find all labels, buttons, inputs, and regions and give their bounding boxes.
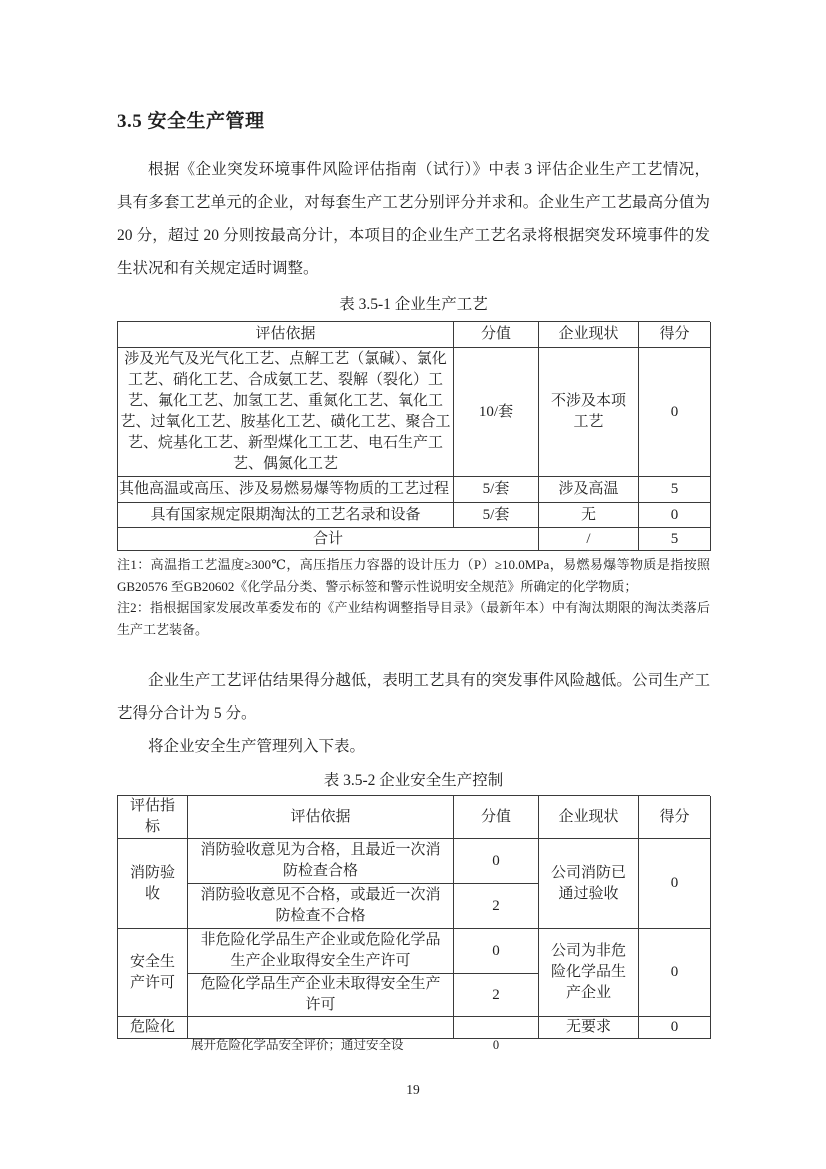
table-cell-status: 涉及高温: [539, 477, 639, 503]
clipped-basis-text: 展开危险化学品安全评价；通过安全设: [191, 1038, 404, 1052]
table-cell-score: 0: [639, 348, 711, 477]
t1-header-basis: 评估依据: [118, 322, 454, 348]
table2-caption: 表 3.5-2 企业安全生产控制: [323, 772, 504, 789]
paragraph-lead-in: 将企业安全生产管理列入下表。: [148, 738, 366, 755]
table-cell-value: 2: [454, 974, 539, 1017]
table-cell-status: 公司为非危险化学品生产企业: [539, 929, 639, 1017]
page-number: 19: [406, 1082, 420, 1097]
table-cell-basis: 具有国家规定限期淘汰的工艺名录和设备: [118, 503, 454, 528]
table-cell-value-clipped: [454, 1017, 539, 1052]
table-cell-status: 公司消防已通过验收: [539, 839, 639, 929]
table-cell-basis: 消防验收意见为合格，且最近一次消防检查合格: [188, 839, 454, 884]
t1-header-status: 企业现状: [539, 322, 639, 348]
table-cell-score: 0: [639, 1017, 711, 1039]
table-cell-status: 无: [539, 503, 639, 528]
table-cell-value: 5/套: [454, 477, 539, 503]
table-cell-value: 0: [454, 839, 539, 884]
table-cell-score: 5: [639, 477, 711, 503]
paragraph-intro: 根据《企业突发环境事件风险评估指南（试行）》中表 3 评估企业生产工艺情况，具有多套工艺单元的企业，对每套生产工艺分别评分并求和。企业生产工艺最高分值为 20 分，超过 20 分则按最高分计，本项目的企业生产工艺名录将根据突发环境事件的发生状况和有关规定适时调整。: [117, 161, 710, 277]
t2-header-score: 得分: [639, 796, 711, 839]
t1-header-score: 得分: [639, 322, 711, 348]
table-cell-value: 5/套: [454, 503, 539, 528]
t2-header-basis: 评估依据: [188, 796, 454, 839]
clipped-value-text: 0: [492, 1038, 500, 1052]
table-cell-status: 无要求: [539, 1017, 639, 1039]
table-cell-status: 不涉及本项工艺: [539, 348, 639, 477]
t1-header-value: 分值: [454, 322, 539, 348]
table1-notes: [117, 554, 710, 640]
table-cell-indicator: 消防验收: [118, 839, 188, 929]
table-cell-value: 0: [454, 929, 539, 974]
t2-header-value: 分值: [454, 796, 539, 839]
t2-header-status: 企业现状: [539, 796, 639, 839]
table1-note-2: 注2：指根据国家发展改革委发布的《产业结构调整指导目录》（最新年本）中有淘汰期限的淘汰类落后生产工艺装备。: [117, 600, 710, 637]
table-cell-indicator: 危险化: [118, 1017, 188, 1039]
table-cell-basis: 危险化学品生产企业未取得安全生产许可: [188, 974, 454, 1017]
table-cell-basis-clipped: [188, 1017, 454, 1052]
table-cell-score: 0: [639, 503, 711, 528]
table-cell-value: 10/套: [454, 348, 539, 477]
table-cell-basis: 涉及光气及光气化工艺、点解工艺（氯碱）、氯化工艺、硝化工艺、合成氨工艺、裂解（裂化）工艺、氟化工艺、加氢工艺、重氮化工艺、氧化工艺、过氧化工艺、胺基化工艺、磺化工艺、聚合工艺、烷基化工艺、新型煤化工工艺、电石生产工艺、偶氮化工艺: [118, 348, 454, 477]
table-cell-basis: 其他高温或高压、涉及易燃易爆等物质的工艺过程: [118, 477, 454, 503]
page-content: [117, 0, 710, 1052]
table-cell-value: 2: [454, 884, 539, 929]
table-cell-score: 0: [639, 929, 711, 1017]
table1-caption: 表 3.5-1 企业生产工艺: [339, 296, 488, 313]
table-safety-production-control: [117, 795, 710, 1052]
paragraph-result: 企业生产工艺评估结果得分越低，表明工艺具有的突发事件风险越低。公司生产工艺得分合计为 5 分。: [117, 672, 710, 722]
table-cell-basis: 消防验收意见不合格，或最近一次消防检查不合格: [188, 884, 454, 929]
table1-note-1: 注1：高温指工艺温度≥300℃，高压指压力容器的设计压力（P）≥10.0MPa，易燃易爆等物质是指按照GB20576 至GB20602《化学品分类、警示标签和警示性说明安全规范》所确定的化学物质；: [117, 557, 710, 594]
t2-header-indicator: 评估指标: [118, 796, 188, 839]
t1-total-status: /: [539, 528, 639, 551]
table-cell-basis: 非危险化学品生产企业或危险化学品生产企业取得安全生产许可: [188, 929, 454, 974]
t1-total-label: 合计: [118, 528, 539, 551]
table-cell-indicator: 安全生产许可: [118, 929, 188, 1017]
t1-total-score: 5: [639, 528, 711, 551]
section-title: 3.5 安全生产管理: [117, 111, 265, 132]
table-production-process: [117, 321, 710, 551]
table-cell-score: 0: [639, 839, 711, 929]
